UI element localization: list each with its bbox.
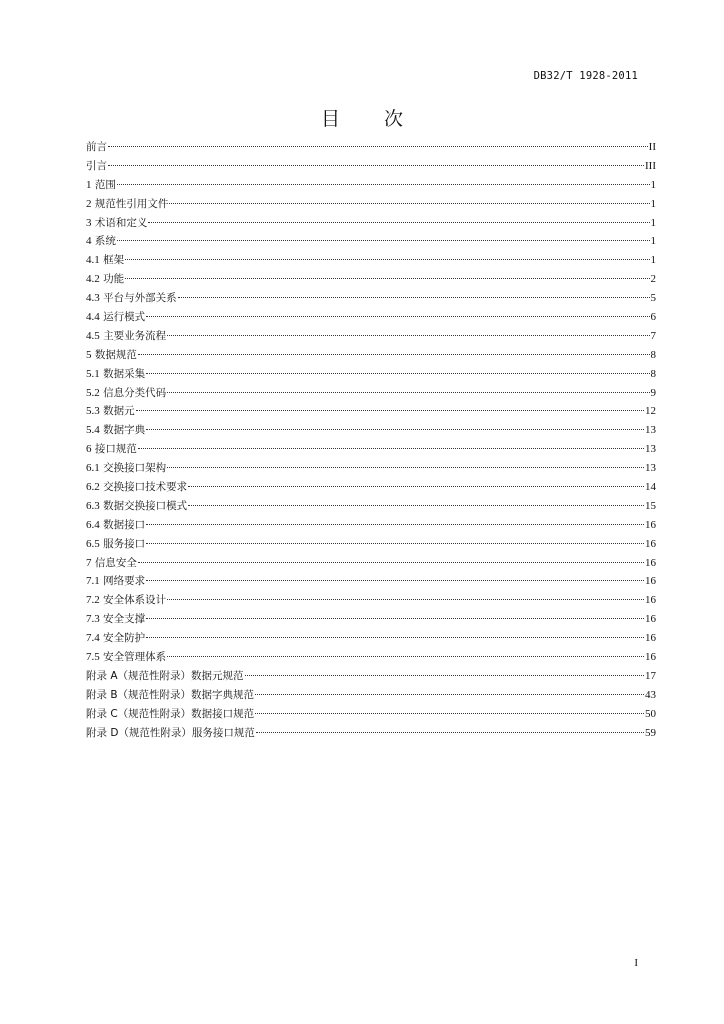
toc-entry[interactable] [86,365,656,384]
toc-leader-dots [117,240,650,241]
toc-leader-dots [245,675,644,676]
toc-entry[interactable] [86,214,656,233]
toc-entry[interactable] [86,176,656,195]
toc-title [0,104,724,131]
toc-leader-dots [136,410,644,411]
toc-entry-page: 16 [645,537,656,550]
toc-leader-dots [188,486,644,487]
toc-leader-dots [178,297,650,298]
toc-entry-page: 17 [645,669,656,682]
toc-leader-dots [167,335,649,336]
toc-entry-text: 前言 [86,141,107,153]
toc-leader-dots [146,524,644,525]
toc-entry-number: 4.4 [86,311,100,324]
toc-entry-number: 7.5 [86,651,100,664]
toc-entry-text: 安全管理体系 [103,651,167,664]
toc-entry-text: 数据采集 [103,367,146,380]
toc-entry-text: 引言 [86,159,107,172]
toc-entry[interactable] [86,138,656,157]
toc-leader-dots [188,505,644,506]
toc-entry[interactable] [86,686,656,705]
toc-entry-page: 13 [645,443,656,456]
toc-entry-text: 安全体系设计 [103,594,167,607]
toc-entry[interactable] [86,572,656,591]
toc-entry-page: 2 [650,273,656,286]
toc-entry[interactable] [86,157,656,176]
toc-entry[interactable] [86,459,656,478]
toc-entry-page: 8 [650,367,656,380]
toc-entry-text: 附录 A（规范性附录）数据元规范 [86,669,244,682]
page-number: I [634,957,638,969]
toc-entry-page: 16 [645,651,656,664]
toc-entry-text: 框架 [103,254,125,267]
toc-entry-label [86,459,166,478]
toc-entry[interactable] [86,251,656,270]
toc-entry-text: 功能 [103,273,125,286]
toc-entry-page: 43 [645,688,656,701]
toc-entry-label [86,572,145,591]
toc-entry-text: 术语和定义 [94,216,148,229]
toc-entry-text: 附录 D（规范性附录）服务接口规范 [86,726,255,739]
toc-leader-dots [255,713,644,714]
toc-entry-label [86,232,116,251]
toc-leader-dots [117,184,650,185]
toc-leader-dots [125,259,649,260]
toc-entry-number: 4.2 [86,273,100,286]
toc-entry-text: 安全防护 [103,632,146,645]
toc-entry-text: 数据规范 [94,348,137,361]
toc-entry-number: 5.1 [86,367,100,380]
toc-leader-dots [256,732,644,733]
toc-leader-dots [108,146,648,147]
toc-entry-label [86,724,255,743]
toc-entry-label [86,686,254,705]
toc-entry-page: II [648,141,656,153]
toc-leader-dots [138,354,650,355]
toc-entry-number: 6.3 [86,499,100,512]
toc-entry-label [86,270,124,289]
toc-entry[interactable] [86,421,656,440]
toc-entry[interactable] [86,232,656,251]
toc-entry-number: 5.4 [86,424,100,437]
toc-entry-text: 运行模式 [103,311,146,324]
toc-entry-label [86,289,177,308]
toc-entry-text: 网络要求 [103,575,146,588]
toc-entry-number: 7.4 [86,632,100,645]
toc-entry[interactable] [86,289,656,308]
toc-entry-label [86,610,145,629]
toc-entry-number: 7.3 [86,613,100,626]
toc-leader-dots [138,562,644,563]
toc-title-char-1: 目 [320,108,340,130]
toc-entry-label [86,629,145,648]
toc-entry-label [86,705,254,724]
toc-entry-text: 主要业务流程 [103,329,167,342]
toc-entry-label [86,402,135,421]
toc-entry-label [86,384,166,403]
toc-leader-dots [146,637,644,638]
toc-entry-page: 1 [650,216,656,229]
toc-entry-text: 数据交换接口模式 [103,499,188,512]
toc-entry-text: 接口规范 [94,443,137,456]
toc-leader-dots [146,373,649,374]
toc-leader-dots [146,543,644,544]
toc-entry-text: 交换接口技术要求 [103,481,188,494]
toc-entry-number: 4.3 [86,292,100,305]
toc-entry-page: 16 [645,594,656,607]
toc-entry-page: 16 [645,556,656,569]
toc-entry-label [86,516,145,535]
toc-entry-page: 1 [650,235,656,248]
toc-entry-page: 16 [645,613,656,626]
toc-entry-label [86,648,166,667]
toc-entry-label [86,478,187,497]
toc-entry-label [86,535,145,554]
toc-entry-label [86,327,166,346]
toc-entry[interactable] [86,478,656,497]
toc-entry-label [86,157,107,176]
toc-entry-number: 4.1 [86,254,100,267]
toc-entry-page: 12 [645,405,656,418]
toc-entry-label [86,308,145,327]
toc-leader-dots [108,165,644,166]
toc-entry-label [86,346,137,365]
toc-entry[interactable] [86,402,656,421]
toc-entry-page: 50 [645,707,656,720]
toc-entry-text: 安全支撑 [103,613,146,626]
toc-entry-label [86,421,145,440]
toc-entry-label [86,554,137,573]
toc-entry[interactable] [86,705,656,724]
document-code: DB32/T 1928-2011 [533,70,638,82]
toc-entry-page: 14 [645,481,656,494]
toc-leader-dots [255,694,644,695]
toc-entry-text: 交换接口架构 [103,462,167,475]
toc-leader-dots [146,316,649,317]
toc-entry-number: 1 [86,178,92,191]
toc-entry-page: 7 [650,329,656,342]
toc-entry-number: 7.1 [86,575,100,588]
toc-leader-dots [167,392,649,393]
toc-entry[interactable] [86,535,656,554]
toc-entry-number: 5.2 [86,386,100,399]
toc-leader-dots [146,618,644,619]
toc-entry-number: 6.4 [86,518,100,531]
toc-entry-text: 附录 B（规范性附录）数据字典规范 [86,688,255,701]
toc-entry-page: 13 [645,424,656,437]
toc-entry-number: 2 [86,197,92,210]
toc-entry-number: 6 [86,443,92,456]
toc-entry-label [86,214,147,233]
toc-entry-label [86,440,137,459]
toc-entry[interactable] [86,667,656,686]
toc-entry[interactable] [86,346,656,365]
toc-entry[interactable] [86,327,656,346]
toc-entry[interactable] [86,308,656,327]
toc-entry-label [86,195,168,214]
toc-entry-label [86,667,244,686]
toc-entry-page: 9 [650,386,656,399]
toc-entry-page: 1 [650,254,656,267]
toc-entry-label [86,365,145,384]
toc-entry-number: 4.5 [86,329,100,342]
toc-entry-number: 3 [86,216,92,229]
toc-leader-dots [138,448,644,449]
toc-entry-page: 16 [645,575,656,588]
toc-entry[interactable] [86,629,656,648]
toc-entry-text: 服务接口 [103,537,146,550]
toc-entry-page: 8 [650,348,656,361]
toc-entry-text: 信息安全 [94,556,137,569]
toc-entry-label [86,176,116,195]
toc-entry-page: III [645,159,656,172]
toc-entry-text: 信息分类代码 [103,386,167,399]
toc-entry-number: 7.2 [86,594,100,607]
toc-entry-page: 13 [645,462,656,475]
toc-entry-text: 数据元 [103,405,135,418]
toc-entry-page: 1 [650,197,656,210]
toc-entry-number: 7 [86,556,92,569]
toc-entry[interactable] [86,724,656,743]
toc-entry-text: 附录 C（规范性附录）数据接口规范 [86,707,255,720]
toc-entry[interactable] [86,554,656,573]
toc-entry-page: 5 [650,292,656,305]
toc-entry-text: 数据接口 [103,518,146,531]
toc-entry[interactable] [86,648,656,667]
toc-entry[interactable] [86,610,656,629]
toc-title-char-2: 次 [384,108,404,130]
toc-entry[interactable] [86,497,656,516]
toc-entry-page: 1 [650,178,656,191]
toc-entry-label [86,497,187,516]
toc-entry-label [86,251,124,270]
toc-entry-number: 6.5 [86,537,100,550]
toc-entry-label [86,591,166,610]
toc-entry-page: 16 [645,518,656,531]
toc-entry-text: 范围 [94,178,116,191]
toc-leader-dots [146,580,644,581]
toc-entry-page: 59 [645,726,656,739]
toc-leader-dots [167,467,644,468]
toc-entry[interactable] [86,270,656,289]
toc-leader-dots [125,278,649,279]
toc-leader-dots [167,656,644,657]
toc-entry-text: 平台与外部关系 [103,292,177,305]
toc-entry-number: 6.1 [86,462,100,475]
toc-entry[interactable] [86,591,656,610]
toc-leader-dots [169,203,649,204]
toc-entry-page: 6 [650,311,656,324]
toc-entry-number: 6.2 [86,481,100,494]
toc-leader-dots [167,599,644,600]
toc-entry-number: 4 [86,235,92,248]
toc-entry[interactable] [86,440,656,459]
toc-entry-page: 16 [645,632,656,645]
toc-leader-dots [148,222,649,223]
toc-entry-number: 5 [86,348,92,361]
toc-entry-page: 15 [645,499,656,512]
toc-entry[interactable] [86,384,656,403]
toc-entry-text: 系统 [94,235,116,248]
toc-entry[interactable] [86,516,656,535]
toc-entry-number: 5.3 [86,405,100,418]
toc-list [86,138,656,743]
toc-leader-dots [146,429,644,430]
toc-entry-label [86,138,107,157]
toc-entry-text: 数据字典 [103,424,146,437]
toc-entry-text: 规范性引用文件 [94,197,169,210]
toc-entry[interactable] [86,195,656,214]
